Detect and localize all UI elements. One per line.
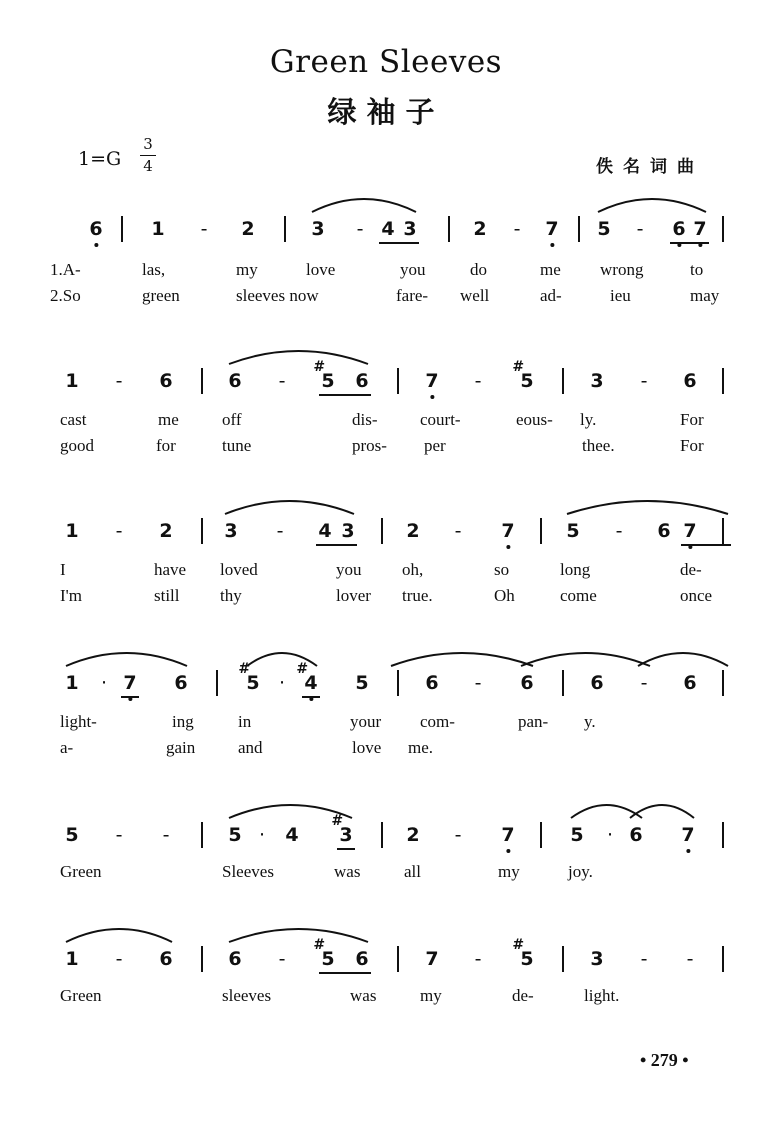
- lyric-verse-1: in: [238, 712, 252, 731]
- note-digit: 6: [355, 370, 369, 392]
- note-digit: 6: [174, 672, 188, 694]
- lyric-verse-1: Green: [60, 986, 102, 1005]
- note-digit: 3: [341, 520, 355, 542]
- lyric-verse-2: ad-: [540, 286, 562, 305]
- lyric-verse-1: long: [560, 560, 591, 579]
- lyric-verse-1: was: [334, 862, 361, 881]
- lyric-verse-1: com-: [420, 712, 455, 731]
- slur-arc: [567, 501, 728, 514]
- note-digit: 4: [304, 672, 318, 694]
- lyric-verse-1: love: [306, 260, 336, 279]
- note-digit: 6: [629, 824, 643, 846]
- lyric-verse-2: lover: [336, 586, 371, 605]
- note-digit: 7: [545, 218, 559, 240]
- note-digit: 5: [520, 948, 534, 970]
- lyric-verse-1: light-: [60, 712, 97, 731]
- lyric-verse-1: do: [470, 260, 487, 279]
- note-digit: 7: [425, 370, 439, 392]
- dotted-rhythm: ·: [258, 824, 266, 846]
- note-digit: 6: [672, 218, 686, 240]
- sharp-sign: #: [313, 359, 326, 375]
- hold-dash: -: [640, 948, 648, 970]
- note-digit: 5: [321, 948, 335, 970]
- lyric-verse-1: For: [680, 410, 704, 429]
- time-signature-top: 3: [143, 135, 153, 153]
- lyric-verse-2: green: [142, 286, 180, 305]
- hold-dash: -: [640, 672, 648, 694]
- note-digit: 3: [311, 218, 325, 240]
- lyric-verse-2: thy: [220, 586, 242, 605]
- slur-arc: [225, 501, 354, 514]
- hold-dash: -: [278, 948, 286, 970]
- note-digit: 2: [406, 520, 420, 542]
- slur-arc: [391, 653, 533, 666]
- slur-arc: [247, 653, 317, 666]
- lyric-verse-2: still: [154, 586, 180, 605]
- hold-dash: -: [115, 948, 123, 970]
- lyric-verse-2: for: [156, 436, 176, 455]
- lyric-verse-1: eous-: [516, 410, 553, 429]
- note-digit: 7: [501, 824, 515, 846]
- hold-dash: -: [454, 520, 462, 542]
- note-digit: 1: [151, 218, 165, 240]
- lyric-verse-1: to: [690, 260, 704, 279]
- note-digit: 3: [339, 824, 353, 846]
- lyric-verse-2: Oh: [494, 586, 515, 605]
- note-digit: 4: [318, 520, 332, 542]
- lyric-verse-1: Green: [60, 862, 102, 881]
- note-digit: 5: [355, 672, 369, 694]
- sharp-sign: #: [331, 813, 344, 829]
- hold-dash: -: [278, 370, 286, 392]
- time-signature-bottom: 4: [143, 157, 153, 175]
- lyric-verse-1: joy.: [568, 862, 593, 881]
- author-credit: 佚名词曲: [596, 157, 704, 177]
- lyric-verse-1: off: [222, 410, 242, 429]
- lyric-verse-1: sleeves: [222, 986, 272, 1005]
- lyric-verse-1: me: [540, 260, 561, 279]
- hold-dash: -: [454, 824, 462, 846]
- lyric-verse-1: all: [404, 862, 421, 881]
- note-digit: 6: [683, 672, 697, 694]
- hold-dash: -: [276, 520, 284, 542]
- lyric-verse-1: light.: [584, 986, 620, 1005]
- dotted-rhythm: ·: [278, 672, 286, 694]
- note-digit: 6: [89, 218, 103, 240]
- note-digit: 7: [681, 824, 695, 846]
- note-digit: 6: [520, 672, 534, 694]
- hold-dash: -: [636, 218, 644, 240]
- lyric-verse-1: I: [60, 560, 66, 579]
- lyric-verse-2: 2.So: [50, 286, 81, 305]
- note-digit: 2: [406, 824, 420, 846]
- lyric-verse-1: you: [336, 560, 362, 579]
- hold-dash: -: [474, 370, 482, 392]
- lyric-verse-1: cast: [60, 410, 87, 429]
- lyric-verse-1: de-: [680, 560, 702, 579]
- lyric-verse-2: I'm: [60, 586, 82, 605]
- hold-dash: -: [686, 948, 694, 970]
- note-digit: 3: [590, 370, 604, 392]
- song-subtitle-chinese: 绿袖子: [327, 95, 445, 129]
- note-digit: 1: [65, 520, 79, 542]
- lyric-verse-2: true.: [402, 586, 433, 605]
- lyric-verse-1: my: [236, 260, 258, 279]
- hold-dash: -: [640, 370, 648, 392]
- sharp-sign: #: [512, 937, 525, 953]
- lyric-verse-1: wrong: [600, 260, 644, 279]
- hold-dash: -: [162, 824, 170, 846]
- note-digit: 5: [597, 218, 611, 240]
- slur-arc: [521, 653, 650, 666]
- lyric-verse-1: de-: [512, 986, 534, 1005]
- note-digit: 6: [159, 370, 173, 392]
- note-digit: 3: [590, 948, 604, 970]
- note-digit: 5: [570, 824, 584, 846]
- note-digit: 7: [693, 218, 707, 240]
- note-digit: 6: [355, 948, 369, 970]
- note-digit: 3: [403, 218, 417, 240]
- lyric-verse-1: dis-: [352, 410, 378, 429]
- page-number: • 279 •: [640, 1050, 689, 1070]
- note-digit: 6: [159, 948, 173, 970]
- slur-arc: [66, 653, 187, 666]
- hold-dash: -: [356, 218, 364, 240]
- slur-arc: [229, 351, 368, 364]
- slur-arc: [66, 929, 172, 942]
- key-signature: 1=G: [78, 148, 122, 170]
- lyric-verse-1: las,: [142, 260, 166, 279]
- note-digit: 7: [683, 520, 697, 542]
- note-digit: 6: [228, 370, 242, 392]
- sharp-sign: #: [512, 359, 525, 375]
- note-digit: 5: [520, 370, 534, 392]
- lyric-verse-2: good: [60, 436, 94, 455]
- lyric-verse-2: per: [424, 436, 446, 455]
- lyric-verse-1: y.: [584, 712, 596, 731]
- lyric-verse-1: was: [350, 986, 377, 1005]
- hold-dash: -: [513, 218, 521, 240]
- lyric-verse-1: pan-: [518, 712, 549, 731]
- note-digit: 6: [425, 672, 439, 694]
- lyric-verse-1: oh,: [402, 560, 424, 579]
- lyric-verse-1: court-: [420, 410, 461, 429]
- lyric-verse-1: my: [420, 986, 442, 1005]
- slur-arc: [229, 805, 352, 818]
- lyric-verse-2: fare-: [396, 286, 429, 305]
- note-digit: 2: [473, 218, 487, 240]
- lyric-verse-2: sleeves now: [236, 286, 319, 305]
- lyric-verse-2: gain: [166, 738, 196, 757]
- note-digit: 3: [224, 520, 238, 542]
- note-digit: 7: [425, 948, 439, 970]
- hold-dash: -: [200, 218, 208, 240]
- lyric-verse-1: my: [498, 862, 520, 881]
- note-digit: 6: [657, 520, 671, 542]
- lyric-verse-2: me.: [408, 738, 434, 757]
- sharp-sign: #: [296, 661, 309, 677]
- dotted-rhythm: ·: [606, 824, 614, 846]
- lyric-verse-2: well: [460, 286, 490, 305]
- lyric-verse-1: Sleeves: [222, 862, 274, 881]
- lyric-verse-1: loved: [220, 560, 258, 579]
- lyric-verse-2: pros-: [352, 436, 387, 455]
- hold-dash: -: [115, 370, 123, 392]
- note-digit: 1: [65, 948, 79, 970]
- lyric-verse-2: and: [238, 738, 263, 757]
- lyric-verse-2: come: [560, 586, 597, 605]
- note-digit: 4: [381, 218, 395, 240]
- lyric-verse-1: your: [350, 712, 382, 731]
- hold-dash: -: [115, 520, 123, 542]
- lyric-verse-1: ly.: [580, 410, 597, 429]
- lyric-verse-2: once: [680, 586, 713, 605]
- dotted-rhythm: ·: [100, 672, 108, 694]
- lyric-verse-2: a-: [60, 738, 74, 757]
- lyric-verse-2: love: [352, 738, 382, 757]
- note-digit: 1: [65, 672, 79, 694]
- slur-arc: [229, 929, 368, 942]
- note-digit: 2: [159, 520, 173, 542]
- lyric-verse-1: 1.A-: [50, 260, 81, 279]
- slur-arc: [312, 199, 416, 212]
- note-digit: 6: [228, 948, 242, 970]
- note-digit: 6: [590, 672, 604, 694]
- lyric-verse-2: may: [690, 286, 720, 305]
- note-digit: 5: [321, 370, 335, 392]
- lyric-verse-2: thee.: [582, 436, 615, 455]
- note-digit: 2: [241, 218, 255, 240]
- note-digit: 7: [123, 672, 137, 694]
- lyric-verse-1: me: [158, 410, 179, 429]
- sharp-sign: #: [313, 937, 326, 953]
- hold-dash: -: [615, 520, 623, 542]
- hold-dash: -: [474, 672, 482, 694]
- note-digit: 5: [228, 824, 242, 846]
- lyric-verse-2: ieu: [610, 286, 631, 305]
- sharp-sign: #: [238, 661, 251, 677]
- hold-dash: -: [115, 824, 123, 846]
- note-digit: 5: [566, 520, 580, 542]
- slur-arc: [598, 199, 706, 212]
- note-digit: 4: [285, 824, 299, 846]
- slur-arc: [638, 653, 728, 666]
- hold-dash: -: [474, 948, 482, 970]
- note-digit: 7: [501, 520, 515, 542]
- lyric-verse-2: tune: [222, 436, 252, 455]
- lyric-verse-1: so: [494, 560, 510, 579]
- note-digit: 5: [246, 672, 260, 694]
- lyric-verse-2: For: [680, 436, 704, 455]
- note-digit: 1: [65, 370, 79, 392]
- note-digit: 5: [65, 824, 79, 846]
- lyric-verse-1: you: [400, 260, 426, 279]
- lyric-verse-1: ing: [172, 712, 194, 731]
- lyric-verse-1: have: [154, 560, 187, 579]
- song-title: Green Sleeves: [269, 44, 503, 80]
- note-digit: 6: [683, 370, 697, 392]
